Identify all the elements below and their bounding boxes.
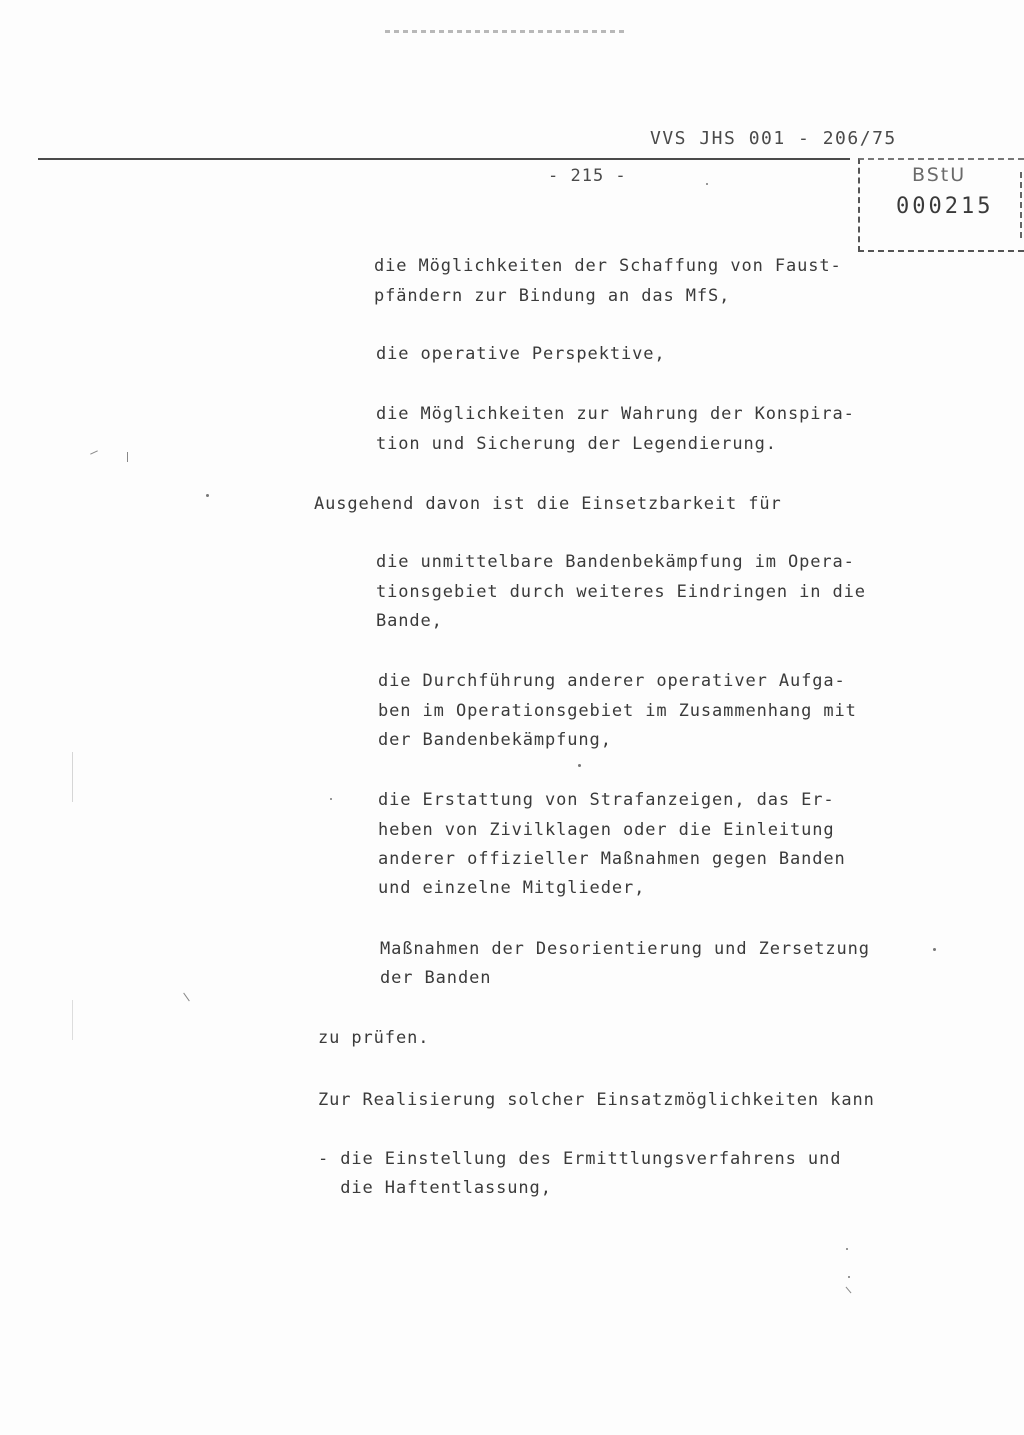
scan-mark xyxy=(72,1000,73,1040)
text-line: die Durchführung anderer operativer Aufga- xyxy=(378,671,846,691)
text-line: Zur Realisierung solcher Einsatzmöglichkeiten kann xyxy=(318,1090,875,1110)
text-line: und einzelne Mitglieder, xyxy=(378,878,646,898)
text-line: anderer offizieller Maßnahmen gegen Banden xyxy=(378,849,846,869)
text-line: die Erstattung von Strafanzeigen, das Er- xyxy=(378,790,835,810)
scan-mark xyxy=(183,993,190,1002)
scan-mark xyxy=(127,452,128,462)
text-line: die Möglichkeiten zur Wahrung der Konspira- xyxy=(376,404,855,424)
scan-speck xyxy=(848,1276,850,1278)
text-line: die Haftentlassung, xyxy=(318,1178,552,1198)
document-reference: VVS JHS 001 - 206/75 xyxy=(650,128,897,149)
text-line: pfändern zur Bindung an das MfS, xyxy=(374,286,731,306)
text-line: die Möglichkeiten der Schaffung von Faust- xyxy=(374,256,842,276)
archive-stamp-title: BStU xyxy=(912,164,967,186)
text-line: tion und Sicherung der Legendierung. xyxy=(376,434,777,454)
scan-speck xyxy=(933,948,936,951)
text-line: - die Einstellung des Ermittlungsverfahrens und xyxy=(318,1149,842,1169)
scan-smudge xyxy=(385,30,625,33)
text-line: die unmittelbare Bandenbekämpfung im Opera- xyxy=(376,552,855,572)
page-number: - 215 - xyxy=(548,166,627,186)
text-line: die operative Perspektive, xyxy=(376,344,666,364)
text-line: Bande, xyxy=(376,611,443,631)
text-line: ben im Operationsgebiet im Zusammenhang mit xyxy=(378,701,857,721)
text-line: Maßnahmen der Desorientierung und Zersetzung xyxy=(380,939,870,959)
scan-speck xyxy=(330,798,332,800)
text-line: tionsgebiet durch weiteres Eindringen in die xyxy=(376,582,866,602)
scan-mark xyxy=(90,450,98,454)
text-line: der Banden xyxy=(380,968,492,988)
scan-mark xyxy=(846,1287,852,1294)
text-line: Ausgehend davon ist die Einsetzbarkeit für xyxy=(314,494,782,514)
header-rule xyxy=(38,158,850,160)
scan-speck xyxy=(578,764,581,767)
text-line: heben von Zivilklagen oder die Einleitung xyxy=(378,820,835,840)
scan-speck xyxy=(206,494,209,497)
text-line: der Bandenbekämpfung, xyxy=(378,730,612,750)
scan-speck xyxy=(846,1248,848,1250)
scan-mark xyxy=(72,752,73,802)
archive-stamp-number: 000215 xyxy=(896,194,994,219)
text-line: zu prüfen. xyxy=(318,1028,430,1048)
scan-speck xyxy=(706,183,708,185)
archive-stamp-edge xyxy=(1020,172,1022,242)
